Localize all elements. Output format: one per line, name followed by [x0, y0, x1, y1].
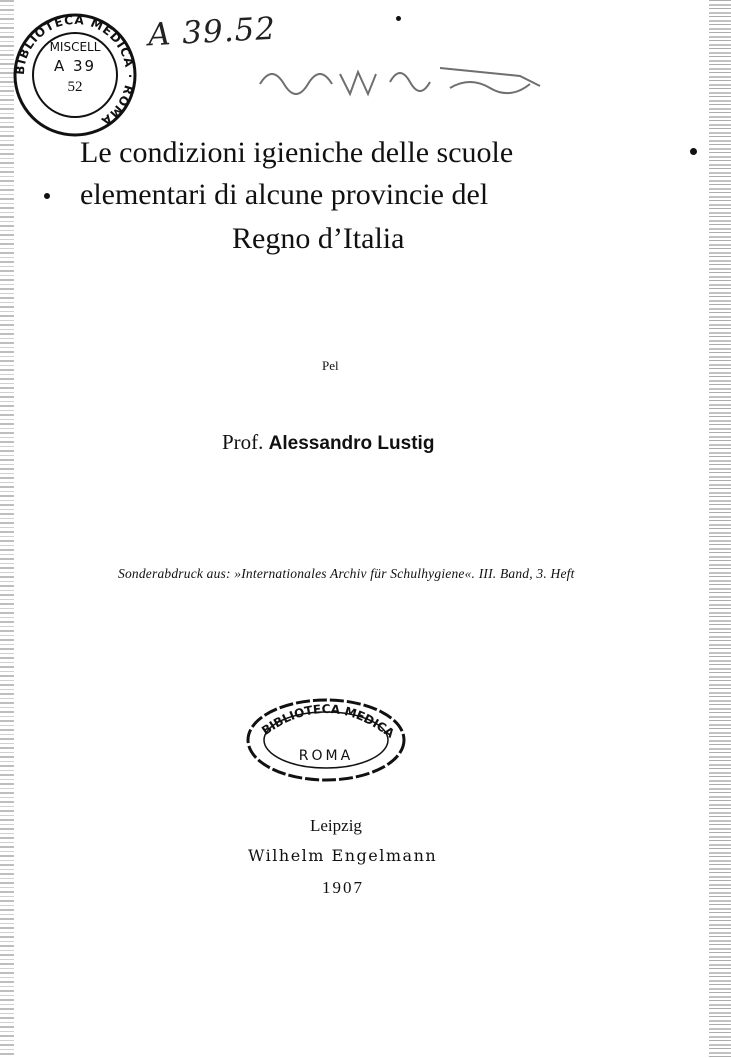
speck [44, 193, 50, 199]
title-line-1: Le condizioni igieniche delle scuole [80, 136, 514, 169]
place-text: Leipzig [310, 816, 362, 835]
title-line-3: Regno d’Italia [232, 222, 405, 255]
stamp-number: 52 [67, 79, 83, 95]
handwritten-shelfmark: A 39.52 [147, 10, 277, 54]
author [222, 430, 434, 455]
library-stamp-oval [244, 694, 408, 786]
ink-smudge-icon [250, 44, 550, 102]
oval-stamp-arc-text: BIBLIOTECA MEDICA [259, 701, 397, 741]
stamp-ring-text: BIBLIOTECA MEDICA · ROMA [12, 12, 138, 129]
stamp-shelfmark [42, 40, 108, 96]
speck [396, 16, 401, 21]
publisher-text: Wilhelm Engelmann [248, 846, 438, 865]
oval-stamp-icon [244, 694, 408, 786]
stamp-shelf: A 39 [53, 57, 97, 75]
speck [690, 148, 697, 155]
author-prefix: Prof. [222, 430, 264, 454]
title-line-2: elementari di alcune provincie del [80, 178, 489, 211]
stamp-collection: MISCELL [49, 40, 101, 54]
byline-text: Pel [322, 358, 339, 373]
library-stamp-top [12, 12, 138, 138]
svg-text:BIBLIOTECA MEDICA [259, 702, 397, 741]
scan-edge-left [0, 0, 14, 1058]
oval-stamp-city: ROMA [298, 748, 354, 764]
scan-edge-right [709, 0, 731, 1058]
author-name: Alessandro Lustig [268, 433, 435, 454]
offprint-note: Sonderabdruck aus: »Internationales Archiv für Schulhygiene«. III. Band, 3. Heft [118, 566, 575, 581]
year-text: 1907 [322, 878, 364, 897]
